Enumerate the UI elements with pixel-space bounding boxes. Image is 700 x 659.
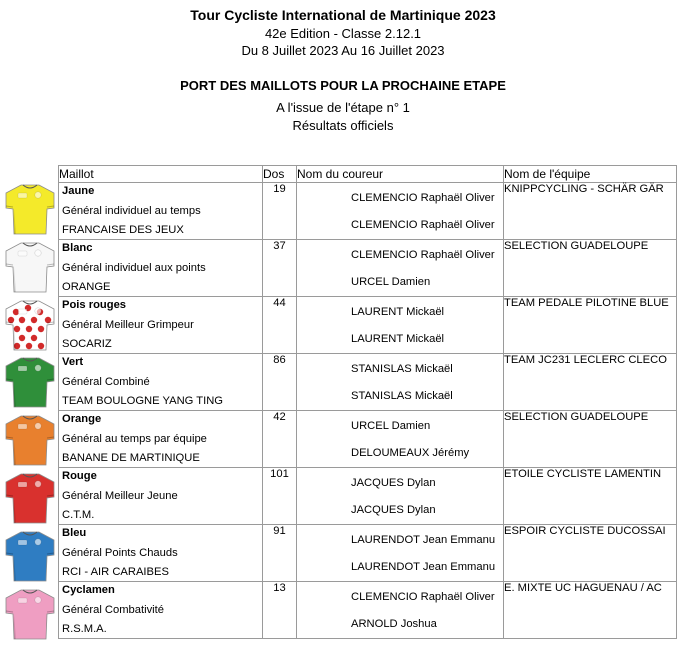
maillot-cell: [59, 525, 263, 582]
jersey-color-name: Orange: [62, 413, 102, 425]
stage-line: A l'issue de l'étape n° 1: [276, 100, 410, 115]
green-jersey-icon: [4, 355, 56, 409]
rider-cell: [297, 525, 504, 582]
rider-primary: LAURENDOT Jean Emmanu: [351, 534, 496, 546]
section-title: PORT DES MAILLOTS POUR LA PROCHAINE ETAPE: [180, 78, 506, 93]
sponsor-label: C.T.M.: [62, 509, 95, 521]
classification-label: Général Meilleur Jeune: [62, 490, 178, 502]
col-header-rider: Nom du coureur: [297, 166, 504, 183]
jersey-color-name: Bleu: [62, 527, 87, 539]
sponsor-label: TEAM BOULOGNE YANG TING: [62, 395, 224, 407]
rider-wearer: URCEL Damien: [351, 276, 431, 288]
maillot-cell: [59, 354, 263, 411]
rider-wearer: ARNOLD Joshua: [351, 618, 437, 630]
rider-wearer: LAURENDOT Jean Emmanu: [351, 561, 496, 573]
table-row: [59, 297, 677, 354]
classification-label: Général au temps par équipe: [62, 433, 207, 445]
maillot-cell: [59, 240, 263, 297]
bib-number: 91: [263, 525, 297, 582]
classification-label: Général Combativité: [62, 604, 164, 616]
maillot-cell: [59, 183, 263, 240]
rider-wearer: JACQUES Dylan: [351, 504, 436, 516]
table-row: [59, 468, 677, 525]
maillot-cell: [59, 582, 263, 639]
sponsor-label: RCI - AIR CARAIBES: [62, 566, 169, 578]
jersey-color-name: Blanc: [62, 242, 93, 254]
rider-primary: URCEL Damien: [351, 420, 431, 432]
classification-label: Général individuel aux points: [62, 262, 206, 274]
maillot-cell: [59, 411, 263, 468]
table-row: [59, 354, 677, 411]
sponsor-label: ORANGE: [62, 281, 111, 293]
results-status: Résultats officiels: [292, 118, 394, 133]
rider-cell: [297, 183, 504, 240]
rider-primary: JACQUES Dylan: [351, 477, 436, 489]
table-header-row: [59, 166, 677, 183]
bib-number: 19: [263, 183, 297, 240]
document-title: Tour Cycliste International de Martinique 2023: [190, 7, 496, 23]
rider-primary: CLEMENCIO Raphaël Oliver: [351, 192, 495, 204]
rider-cell: [297, 354, 504, 411]
white-jersey-icon: [4, 240, 56, 294]
bib-number: 37: [263, 240, 297, 297]
bib-number: 101: [263, 468, 297, 525]
sponsor-label: FRANCAISE DES JEUX: [62, 224, 184, 236]
table-row: [59, 240, 677, 297]
maillot-cell: [59, 297, 263, 354]
table-row: [59, 411, 677, 468]
col-header-dos: Dos: [263, 166, 297, 183]
team-name: E. MIXTE UC HAGUENAU / AC: [504, 582, 677, 639]
jersey-color-name: Vert: [62, 356, 84, 368]
rider-cell: [297, 582, 504, 639]
rider-cell: [297, 297, 504, 354]
sponsor-label: SOCARIZ: [62, 338, 112, 350]
jersey-color-name: Jaune: [62, 185, 95, 197]
rider-wearer: STANISLAS Mickaël: [351, 390, 453, 402]
bib-number: 42: [263, 411, 297, 468]
orange-jersey-icon: [4, 413, 56, 467]
yellow-jersey-icon: [4, 182, 56, 236]
bib-number: 86: [263, 354, 297, 411]
team-name: TEAM JC231 LECLERC CLECO: [504, 354, 677, 411]
blue-jersey-icon: [4, 529, 56, 583]
red-jersey-icon: [4, 471, 56, 525]
classification-label: Général Combiné: [62, 376, 150, 388]
rider-primary: STANISLAS Mickaël: [351, 363, 453, 375]
jersey-color-name: Rouge: [62, 470, 97, 482]
jersey-color-name: Pois rouges: [62, 299, 127, 311]
table-row: [59, 183, 677, 240]
dates-line: Du 8 Juillet 2023 Au 16 Juillet 2023: [241, 43, 445, 58]
maillot-cell: [59, 468, 263, 525]
team-name: ESPOIR CYCLISTE DUCOSSAI: [504, 525, 677, 582]
rider-primary: CLEMENCIO Raphaël Oliver: [351, 591, 495, 603]
team-name: ETOILE CYCLISTE LAMENTIN: [504, 468, 677, 525]
rider-wearer: LAURENT Mickaël: [351, 333, 445, 345]
rider-cell: [297, 411, 504, 468]
table-row: [59, 525, 677, 582]
classification-label: Général Meilleur Grimpeur: [62, 319, 194, 331]
bib-number: 44: [263, 297, 297, 354]
pink-jersey-icon: [4, 587, 56, 641]
table-row: [59, 582, 677, 639]
team-name: TEAM PEDALE PILOTINE BLUE: [504, 297, 677, 354]
rider-primary: LAURENT Mickaël: [351, 306, 445, 318]
rider-cell: [297, 468, 504, 525]
jersey-table: [58, 165, 677, 639]
polka-dot-jersey-icon: [4, 298, 56, 352]
team-name: SELECTION GUADELOUPE: [504, 411, 677, 468]
edition-line: 42e Edition - Classe 2.12.1: [264, 26, 422, 41]
team-name: SELECTION GUADELOUPE: [504, 240, 677, 297]
classification-label: Général individuel au temps: [62, 205, 201, 217]
rider-cell: [297, 240, 504, 297]
rider-primary: CLEMENCIO Raphaël Oliver: [351, 249, 495, 261]
sponsor-label: R.S.M.A.: [62, 623, 107, 635]
rider-wearer: DELOUMEAUX Jérémy: [351, 447, 470, 459]
jersey-color-name: Cyclamen: [62, 584, 115, 596]
classification-label: Général Points Chauds: [62, 547, 178, 559]
col-header-team: Nom de l'équipe: [504, 166, 677, 183]
sponsor-label: BANANE DE MARTINIQUE: [62, 452, 200, 464]
rider-wearer: CLEMENCIO Raphaël Oliver: [351, 219, 495, 231]
bib-number: 13: [263, 582, 297, 639]
col-header-maillot: Maillot: [59, 166, 263, 183]
team-name: KNIPPCYCLING - SCHÄR GÄR: [504, 183, 677, 240]
